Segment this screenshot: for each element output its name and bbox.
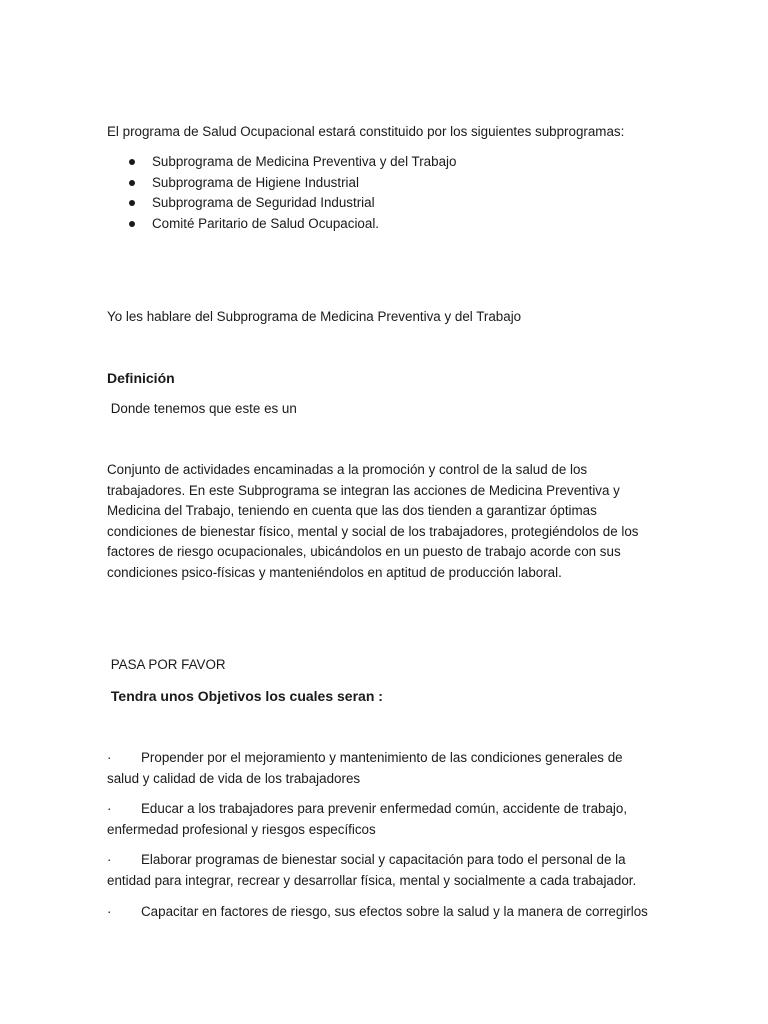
speaker-paragraph: Yo les hablare del Subprograma de Medicina Preventiva y del Trabajo	[107, 309, 522, 324]
bullet-icon	[129, 200, 135, 206]
list-item	[107, 152, 456, 173]
bullet-icon	[129, 159, 135, 165]
list-item	[107, 214, 456, 235]
definition-heading: Definición	[107, 370, 175, 386]
list-item-label: Subprograma de Seguridad Industrial	[152, 195, 375, 210]
pasa-por-favor: PASA POR FAVOR	[107, 657, 226, 672]
objective-item	[107, 748, 652, 789]
bullet-icon	[129, 221, 135, 227]
list-item-label: Comité Paritario de Salud Ocupacioal.	[152, 215, 380, 231]
objective-text: Elaborar programas de bienestar social y capacitación para todo el personal de la entidad para integrar, recrear y desarrollar física, mental y socialmente a cada trabajador.	[107, 852, 637, 888]
list-item	[107, 193, 456, 214]
objective-bullet-icon: ·	[107, 852, 112, 867]
objective-item	[107, 799, 652, 840]
objective-bullet-icon: ·	[107, 801, 112, 816]
list-item	[107, 173, 456, 194]
list-item-label: Subprograma de Medicina Preventiva y del Trabajo	[152, 154, 457, 169]
definition-body: Conjunto de actividades encaminadas a la promoción y control de la salud de los trabajadores. En este Subprograma se integran las acciones de Medicina Preventiva y Medicina del Trabajo, teniendo en cuenta que las dos tienden a garantizar óptimas condiciones de bienestar físico, mental y social de los trabajadores, protegiéndolos de los factores de riesgo ocupacionales, ubicándolos en un puesto de trabajo acorde con sus condiciones psico-físicas y manteniéndolos en aptitud de producción laboral.	[107, 462, 639, 580]
objective-text: Capacitar en factores de riesgo, sus efectos sobre la salud y la manera de corregirlos	[141, 904, 648, 919]
objectives-heading: Tendra unos Objetivos los cuales seran :	[107, 688, 383, 704]
bullet-icon	[129, 180, 135, 186]
objective-bullet-icon: ·	[107, 750, 112, 765]
objective-item	[107, 902, 667, 923]
list-item-label: Subprograma de Higiene Industrial	[152, 174, 359, 190]
objective-item	[107, 850, 663, 891]
objective-bullet-icon: ·	[107, 904, 112, 919]
objective-text: Propender por el mejoramiento y mantenimiento de las condiciones generales de salud y calidad de vida de los trabajadores	[107, 750, 623, 786]
subprogram-list	[107, 152, 456, 234]
objective-text: Educar a los trabajadores para prevenir enfermedad común, accidente de trabajo, enfermedad profesional y riesgos específicos	[107, 801, 628, 837]
intro-paragraph: El programa de Salud Ocupacional estará constituido por los siguientes subprogramas:	[107, 124, 625, 139]
definition-lead: Donde tenemos que este es un	[107, 401, 297, 416]
